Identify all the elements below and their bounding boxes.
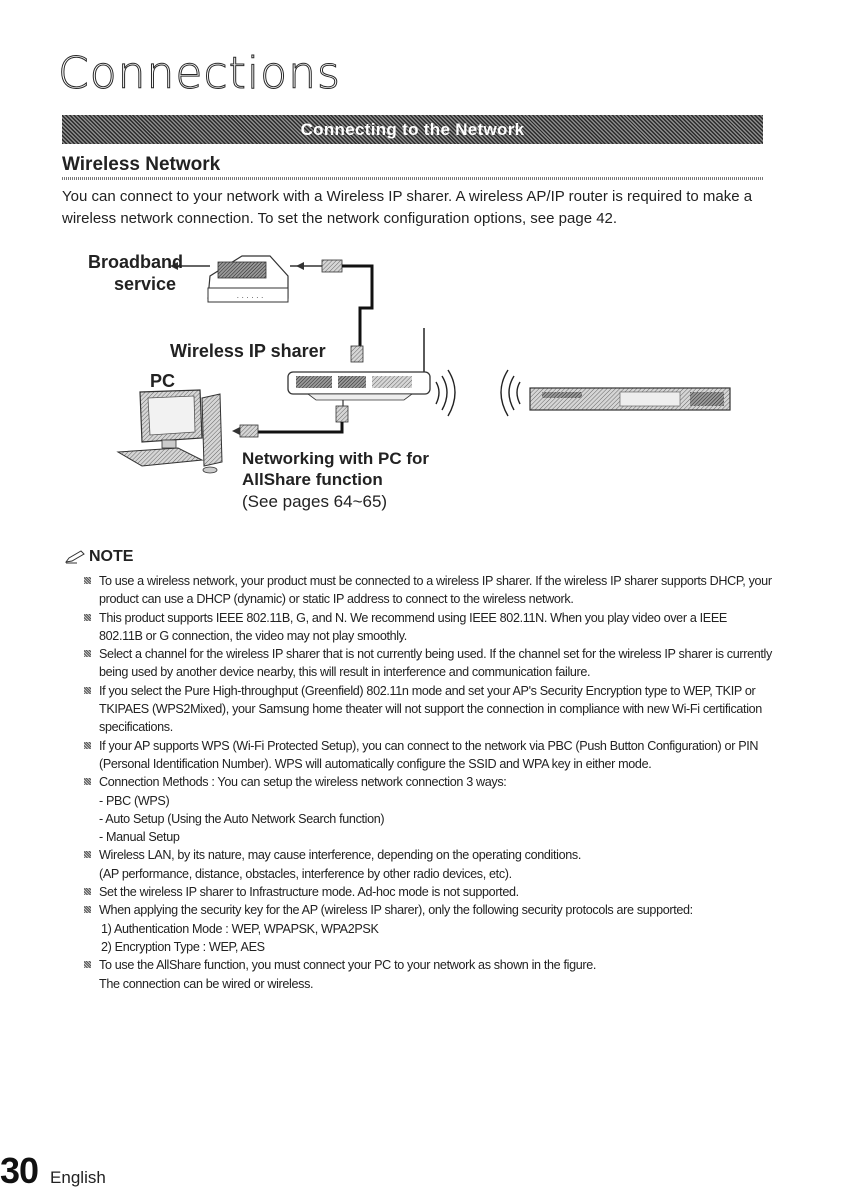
note-item xyxy=(84,773,772,846)
pc-label: PC xyxy=(150,371,176,391)
note-item xyxy=(84,645,772,682)
note-text: Connection Methods : You can setup the wireless network connection 3 ways: xyxy=(99,775,507,790)
note-item xyxy=(84,846,772,883)
service-label: service xyxy=(114,274,177,294)
note-item xyxy=(84,572,772,609)
pencil-icon xyxy=(65,550,85,564)
note-text: To use a wireless network, your product must be connected to a wireless IP sharer. If the wireless IP sharer supports DHCP, your product can use a DHCP (dynamic) or static IP address to connect to the wireless network. xyxy=(99,574,772,607)
notes-list xyxy=(84,572,772,993)
section-title: Wireless Network xyxy=(62,154,221,175)
note-subitem: - PBC (WPS) xyxy=(99,793,170,808)
note-subitem: 1) Authentication Mode : WEP, WPAPSK, WPA2PSK xyxy=(101,921,379,936)
note-text: If you select the Pure High-throughput (Greenfield) 802.11n mode and set your AP's Security Encryption type to WEP, TKIP or TKIPAES (WPS2Mixed), your Samsung home theater will not support the connection in compliance with new Wi-Fi certification specifications. xyxy=(99,683,762,735)
networking-label-line1: Networking with PC for xyxy=(242,449,429,468)
wifi-signal-icon xyxy=(436,370,520,416)
modem-icon xyxy=(208,256,288,302)
note-text: When applying the security key for the AP (wireless IP sharer), only the following security protocols are supported: xyxy=(99,903,693,918)
section-divider xyxy=(62,177,763,180)
note-subitem: - Auto Setup (Using the Auto Network Search function) xyxy=(99,811,385,826)
note-subitem: The connection can be wired or wireless. xyxy=(99,976,314,991)
network-diagram xyxy=(60,248,760,528)
note-item xyxy=(84,956,772,993)
note-label: NOTE xyxy=(89,548,134,565)
note-text: Select a channel for the wireless IP sharer that is not currently being used. If the channel set for the wireless IP sharer is currently being used by another device nearby, this will result in interference and communication failure. xyxy=(99,647,772,680)
banner-label: Connecting to the Network xyxy=(300,119,525,139)
note-text: This product supports IEEE 802.11B, G, and N. We recommend using IEEE 802.11N. When you play video over a IEEE 802.11B or G connection, the video may not play smoothly. xyxy=(99,610,727,643)
page-number: 30 xyxy=(0,1150,39,1191)
broadband-label: Broadband xyxy=(88,252,184,272)
note-text: To use the AllShare function, you must connect your PC to your network as shown in the figure. xyxy=(99,958,597,973)
pages-reference: (See pages 64~65) xyxy=(242,492,388,511)
note-text: Wireless LAN, by its nature, may cause interference, depending on the operating conditions. xyxy=(99,848,581,863)
note-heading xyxy=(65,548,133,566)
router-icon xyxy=(288,372,430,400)
note-item xyxy=(84,901,772,956)
note-text: Set the wireless IP sharer to Infrastructure mode. Ad-hoc mode is not supported. xyxy=(99,885,519,900)
svg-text:· · · · · ·: · · · · · · xyxy=(236,293,264,302)
note-subitem: (AP performance, distance, obstacles, interference by other radio devices, etc). xyxy=(99,866,512,881)
wireless-sharer-label: Wireless IP sharer xyxy=(170,341,326,361)
note-item xyxy=(84,737,772,774)
note-subitem: - Manual Setup xyxy=(99,830,180,845)
language-label: English xyxy=(50,1168,106,1187)
section-banner xyxy=(62,115,763,144)
note-item xyxy=(84,883,772,901)
note-item xyxy=(84,609,772,646)
note-subitem: 2) Encryption Type : WEP, AES xyxy=(101,939,265,954)
note-text: If your AP supports WPS (Wi-Fi Protected Setup), you can connect to the network via PBC (Push Button Configuration) or PIN (Personal Identification Number). WPS will automatically configure the SSID and WPA key in either mode. xyxy=(99,738,759,771)
intro-paragraph: You can connect to your network with a Wireless IP sharer. A wireless AP/IP router is required to make a wireless network connection. To set the network configuration options, see page 42. xyxy=(62,188,753,227)
note-item xyxy=(84,682,772,737)
page-footer xyxy=(0,1150,106,1192)
pc-icon xyxy=(118,390,222,473)
home-theater-icon xyxy=(530,388,730,410)
networking-label-line2: AllShare function xyxy=(242,470,383,489)
chapter-title: Connections xyxy=(58,48,341,99)
